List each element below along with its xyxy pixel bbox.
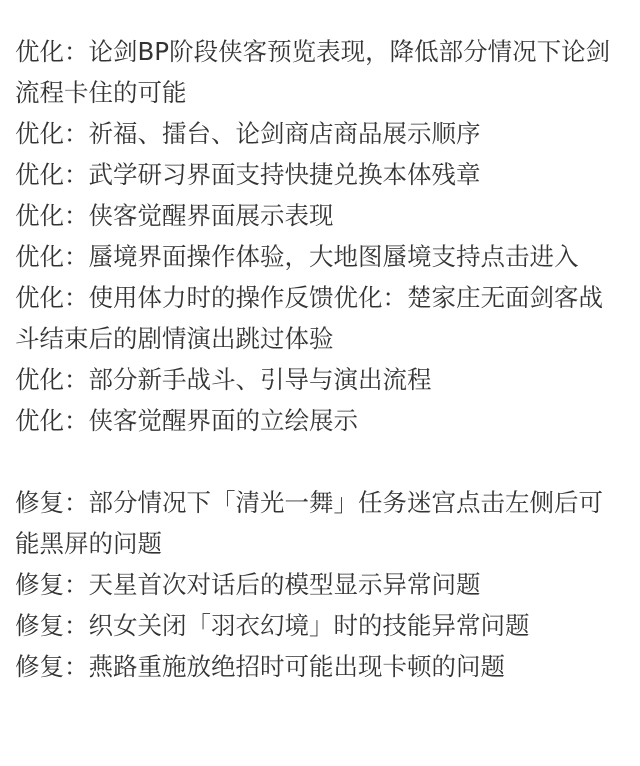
optimization-entry: 优化：侠客觉醒界面展示表现 <box>15 201 334 230</box>
optimizations-section <box>15 31 625 441</box>
optimization-entry: 优化：使用体力时的操作反馈优化：楚家庄无面剑客战斗结束后的剧情演出跳过体验 <box>15 283 603 353</box>
fixes-section <box>15 482 625 687</box>
fix-entry: 修复：燕路重施放绝招时可能出现卡顿的问题 <box>15 652 505 681</box>
fix-entry: 修复：天星首次对话后的模型显示异常问题 <box>15 570 481 599</box>
optimization-entry: 优化：部分新手战斗、引导与演出流程 <box>15 365 432 394</box>
optimization-entry: 优化：论剑BP阶段侠客预览表现，降低部分情况下论剑流程卡住的可能 <box>15 37 611 107</box>
optimization-entry: 优化：侠客觉醒界面的立绘展示 <box>15 406 358 435</box>
optimization-entry: 优化：祈福、擂台、论剑商店商品展示顺序 <box>15 119 481 148</box>
optimization-entry: 优化：蜃境界面操作体验，大地图蜃境支持点击进入 <box>15 242 579 271</box>
fix-entry: 修复：部分情况下「清光一舞」任务迷宫点击左侧后可能黑屏的问题 <box>15 488 603 558</box>
optimization-entry: 优化：武学研习界面支持快捷兑换本体残章 <box>15 160 481 189</box>
fix-entry: 修复：织女关闭「羽衣幻境」时的技能异常问题 <box>15 611 530 640</box>
